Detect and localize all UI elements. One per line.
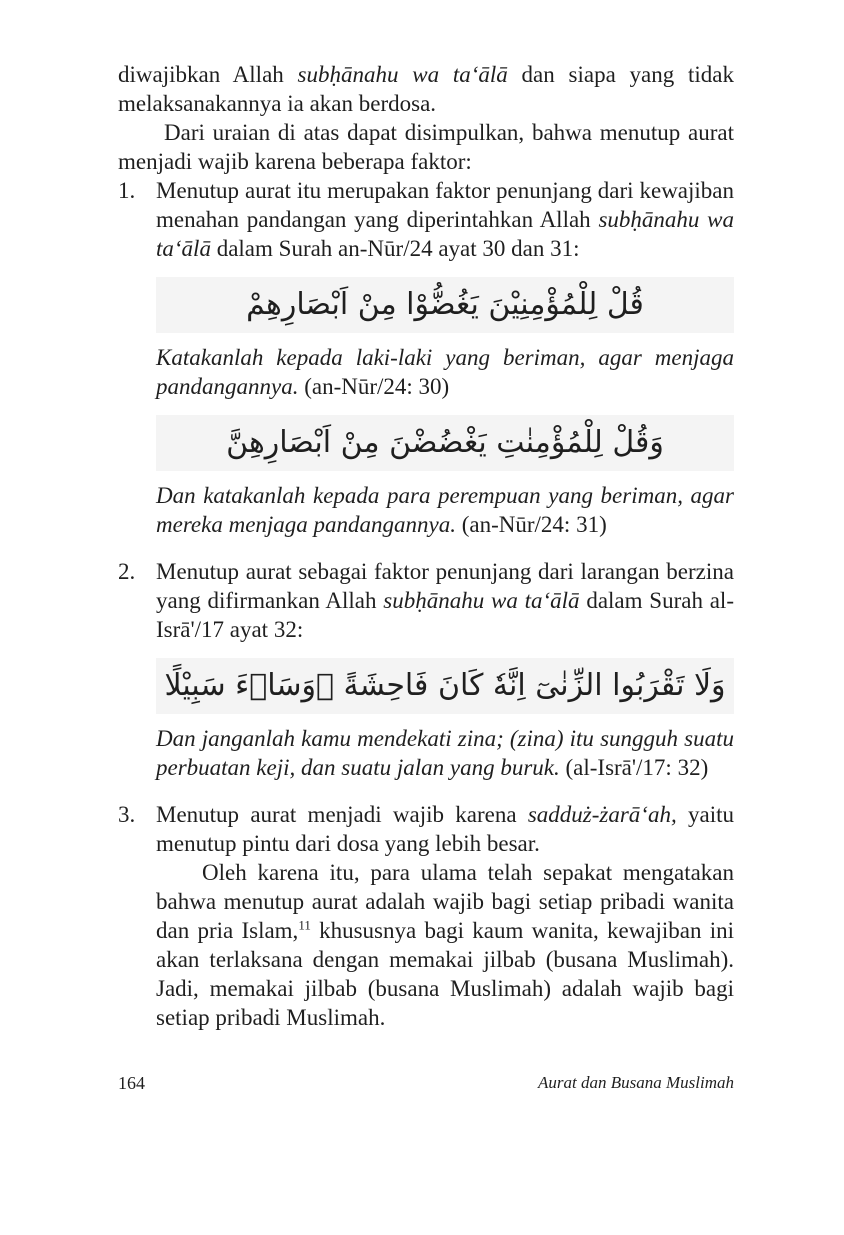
translation-2 [156,481,734,539]
conclusion-text-post: khususnya bagi kaum wanita, kewajiban ini akan terlaksana dengan memakai jilbab (busana Muslimah). Jadi, memakai jilbab (busana Muslimah) adalah wajib bagi setiap pribadi Muslimah. [156,918,734,1030]
verse-reference: (an-Nūr/24: 31) [456,512,607,537]
item-text-pre: Menutup aurat itu merupakan faktor penunjang dari kewajiban menahan pandangan yang diperintahkan Allah [156,178,734,232]
item-text [156,557,734,644]
item-text-post: dalam Surah al-Isrā'/17 ayat 32: [156,588,734,642]
page-number: 164 [118,1073,145,1093]
item-text-post: yaitu menutup pintu dari dosa yang lebih besar. [156,802,734,856]
item-text [156,800,734,858]
translation-text: Katakanlah kepada laki-laki yang beriman, agar menjaga pandangannya. [156,345,734,399]
list-item-3 [118,800,734,1032]
running-title: Aurat dan Busana Muslimah [538,1073,734,1092]
item-number: 1. [118,178,136,203]
footnote-marker[interactable]: 11 [298,917,311,933]
translation-3 [156,724,734,782]
list-item-1 [118,176,734,539]
page-body [118,60,734,1032]
conclusion-paragraph [156,858,734,1032]
item-text-italic: sadduż-żarā‘ah, [527,802,677,827]
conclusion-text-pre: Oleh karena itu, para ulama telah sepakat mengatakan bahwa menutup aurat adalah wajib bagi setiap pribadi wanita dan pria Islam, [156,860,734,943]
item-text-pre: Menutup aurat menjadi wajib karena [156,802,528,827]
item-text-pre: Menutup aurat sebagai faktor penunjang dari larangan berzina yang difirmankan Allah [156,559,734,613]
verse-reference: (an-Nūr/24: 30) [298,374,450,399]
intro-italic: subḥānahu wa ta‘ālā [297,62,508,87]
list-item-2 [118,557,734,782]
intro-paragraph [118,60,734,118]
intro-text-end: dan siapa yang tidak melaksanakannya ia akan berdosa. [118,62,734,116]
item-text-italic: subḥānahu wa ta‘ālā [383,588,580,613]
item-text [156,176,734,263]
arabic-verse-1: قُلْ لِلْمُؤْمِنِيْنَ يَغُضُّوْا مِنْ اَبْصَارِهِمْ [156,277,734,333]
translation-text: Dan janganlah kamu mendekati zina; (zina) itu sungguh suatu perbuatan keji, dan suatu jalan yang buruk. [156,726,734,780]
arabic-verse-3: وَلَا تَقْرَبُوا الزِّنٰىٓ اِنَّهٗ كَانَ فَاحِشَةً ۗوَسَاۤءَ سَبِيْلًا [156,658,734,714]
translation-1 [156,343,734,401]
arabic-verse-2: وَقُلْ لِلْمُؤْمِنٰتِ يَغْضُضْنَ مِنْ اَبْصَارِهِنَّ [156,415,734,471]
item-text-post: dalam Surah an-Nūr/24 ayat 30 dan 31: [210,236,580,261]
item-number: 2. [118,559,136,584]
translation-text: Dan katakanlah kepada para perempuan yang beriman, agar mereka menjaga pandangannya. [156,483,734,537]
item-number: 3. [118,802,136,827]
item-text-italic: subḥānahu wa ta‘ālā [156,207,734,261]
intro-text: diwajibkan Allah [118,62,298,87]
verse-reference: (al-Isrā'/17: 32) [559,755,709,780]
summary-paragraph: Dari uraian di atas dapat disimpulkan, bahwa menutup aurat menjadi wajib karena beberapa faktor: [118,120,734,174]
